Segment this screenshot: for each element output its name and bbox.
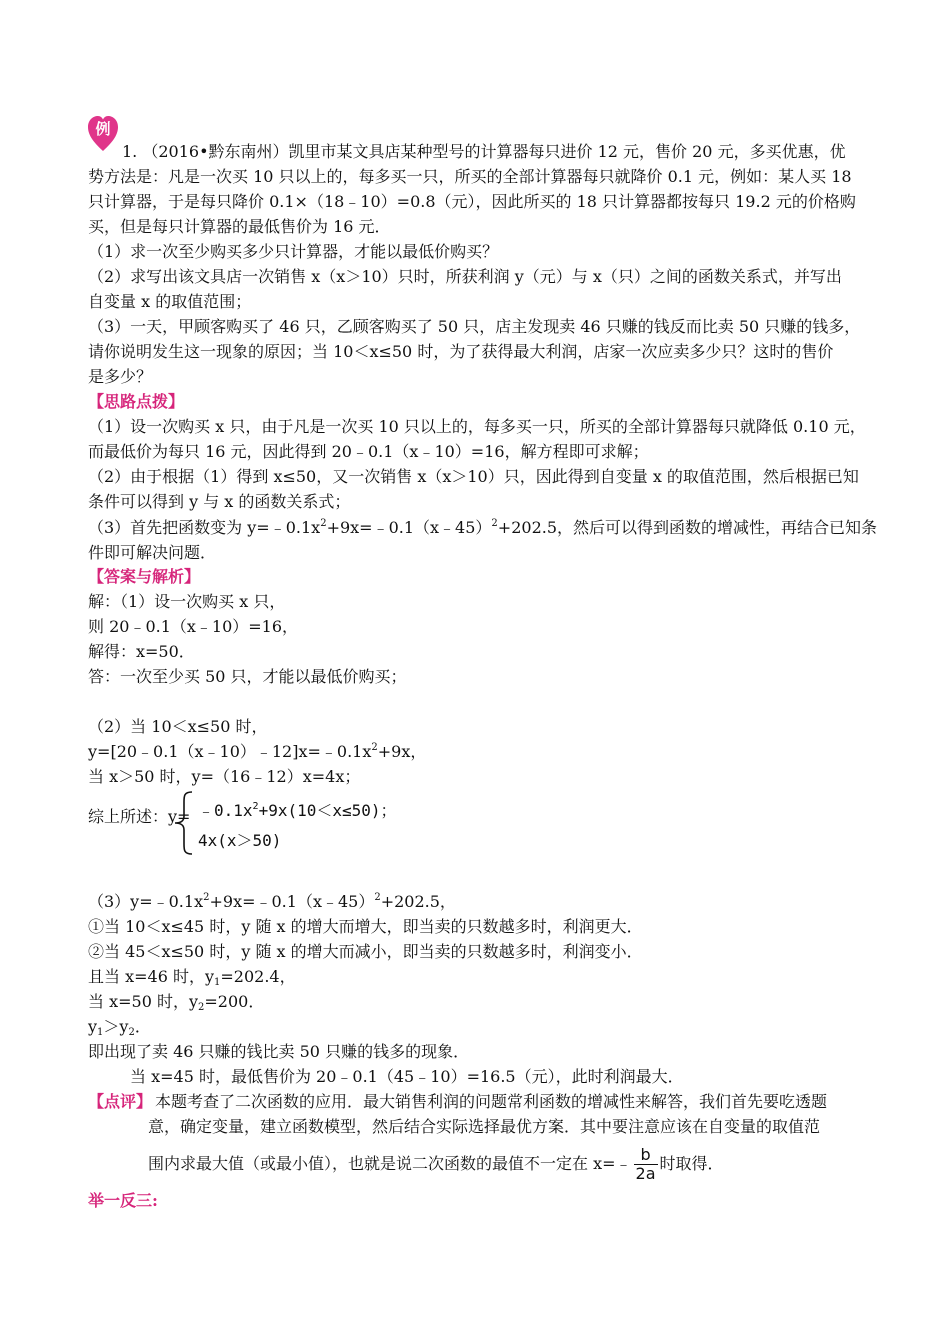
answer-line: 答：一次至少买 50 只，才能以最低价购买； [88, 667, 407, 686]
question-3: （3）一天，甲顾客购买了 46 只，乙顾客购买了 50 只，店主发现卖 46 只赚的钱反而比卖 50 只赚的钱多， [88, 317, 861, 336]
answer-formula: $y=[20﹣0.1(x﹣10)﹣12]x=﹣0.1x^2+9x$， [88, 742, 427, 761]
answer-heading: 【答案与解析】 [88, 567, 201, 586]
answer-line: ①当 10＜x≤45 时，y 随 x 的增大而增大，即当卖的只数越多时，利润更大． [88, 917, 643, 936]
answer-line: 当 x=45 时，最低售价为 20﹣0.1（45﹣10）=16.5（元），此时利润最大． [130, 1067, 684, 1086]
answer-line: 则 20﹣0.1（x﹣10）=16， [88, 617, 299, 636]
answer-line: 且当 x=46 时，$y_1=202.4$， [88, 967, 296, 988]
comment-heading: 【点评】 [88, 1092, 153, 1111]
hint-line: （2）由于根据（1）得到 x≤50，又一次销售 x（x＞10）只，因此得到自变量 x 的取值范围，然后根据已知 [88, 467, 859, 486]
problem-line: 只计算器，于是每只降价 0.1×（18﹣10）=0.8（元），因此所买的 18 只计算器都按每只 19.2 元的价格购 [88, 192, 856, 211]
problem-line: 买，但是每只计算器的最低售价为 16 元． [88, 217, 391, 236]
hint-line: 条件可以得到 y 与 x 的函数关系式； [88, 492, 351, 511]
hint-line-formula: （3）首先把函数变为 $y=﹣0.1x^2+9x=﹣0.1(x﹣45)^2+202.5$，然后可以得到函数的增减性，再结合已知条 [88, 518, 878, 537]
problem-line: 势方法是：凡是一次买 10 只以上的，每多买一只，所买的全部计算器每只就降价 0.1 元，例如：某人买 18 [88, 167, 852, 186]
answer-line: 当 x=50 时，$y_2=200$． [88, 992, 265, 1013]
example-badge [88, 116, 118, 152]
question-2: （2）求写出该文具店一次销售 x（x＞10）只时，所获利润 y（元）与 x（只）之间的函数关系式，并写出 [88, 267, 842, 286]
question-2-cont: 自变量 x 的取值范围； [88, 292, 252, 311]
left-brace-icon [170, 790, 196, 856]
answer-line: 解得：x=50． [88, 642, 195, 661]
answer-line: 当 x＞50 时，y=（16﹣12）x=4x； [88, 767, 361, 786]
example-badge-label: 例 [95, 120, 111, 138]
hint-line: 而最低价为每只 16 元，因此得到 20﹣0.1（x﹣10）=16，解方程即可求解； [88, 442, 649, 461]
answer-formula: $(3)y=﹣0.1x^2+9x=﹣0.1(x﹣45)^2+202.5$， [88, 892, 456, 911]
piecewise-case-1: $﹣0.1x^2+9x(10<x\le 50)$； [198, 801, 397, 820]
question-1: （1）求一次至少购买多少只计算器，才能以最低价购买？ [88, 242, 499, 261]
comment-line: 意，确定变量，建立函数模型，然后结合实际选择最优方案．其中要注意应该在自变量的取值范 [148, 1117, 821, 1136]
answer-line: $y_1>y_2$． [88, 1017, 151, 1038]
problem-line: 1. （2016•黔东南州）凯里市某文具店某种型号的计算器每只进价 12 元，售价 20 元，多买优惠，优 [122, 142, 846, 161]
hint-heading: 【思路点拨】 [88, 392, 185, 411]
piecewise-case-2: 4x(x＞50) [198, 831, 282, 850]
question-3-cont: 请你说明发生这一现象的原因；当 10＜x≤50 时，为了获得最大利润，店家一次应卖多少只？这时的售价 [88, 342, 834, 361]
piecewise-label: 综上所述：y= [88, 807, 191, 826]
question-3-cont: 是多少？ [88, 367, 153, 386]
practice-heading: 举一反三: [88, 1191, 158, 1210]
answer-line: ②当 45＜x≤50 时，y 随 x 的增大而减小，即当卖的只数越多时，利润变小． [88, 942, 643, 961]
comment-line: 本题考查了二次函数的应用．最大销售利润的问题常利函数的增减性来解答，我们首先要吃透题 [155, 1092, 828, 1111]
answer-line: 解：（1）设一次购买 x 只， [88, 592, 286, 611]
comment-line: 围内求最大值（或最小值），也就是说二次函数的最值不一定在 x=﹣ $\frac{b}{2a}$ 时取得． [148, 1145, 724, 1183]
hint-line: 件即可解决问题． [88, 543, 217, 562]
fraction-b-over-2a: $\frac{b}{2a}$ [635, 1145, 656, 1183]
piecewise-function [170, 790, 430, 856]
answer-line: 即出现了卖 46 只赚的钱比卖 50 只赚的钱多的现象． [88, 1042, 470, 1061]
hint-line: （1）设一次购买 x 只，由于凡是一次买 10 只以上的，每多买一只，所买的全部计算器每只就降低 0.10 元， [88, 417, 866, 436]
answer-line: （2）当 10＜x≤50 时， [88, 717, 268, 736]
